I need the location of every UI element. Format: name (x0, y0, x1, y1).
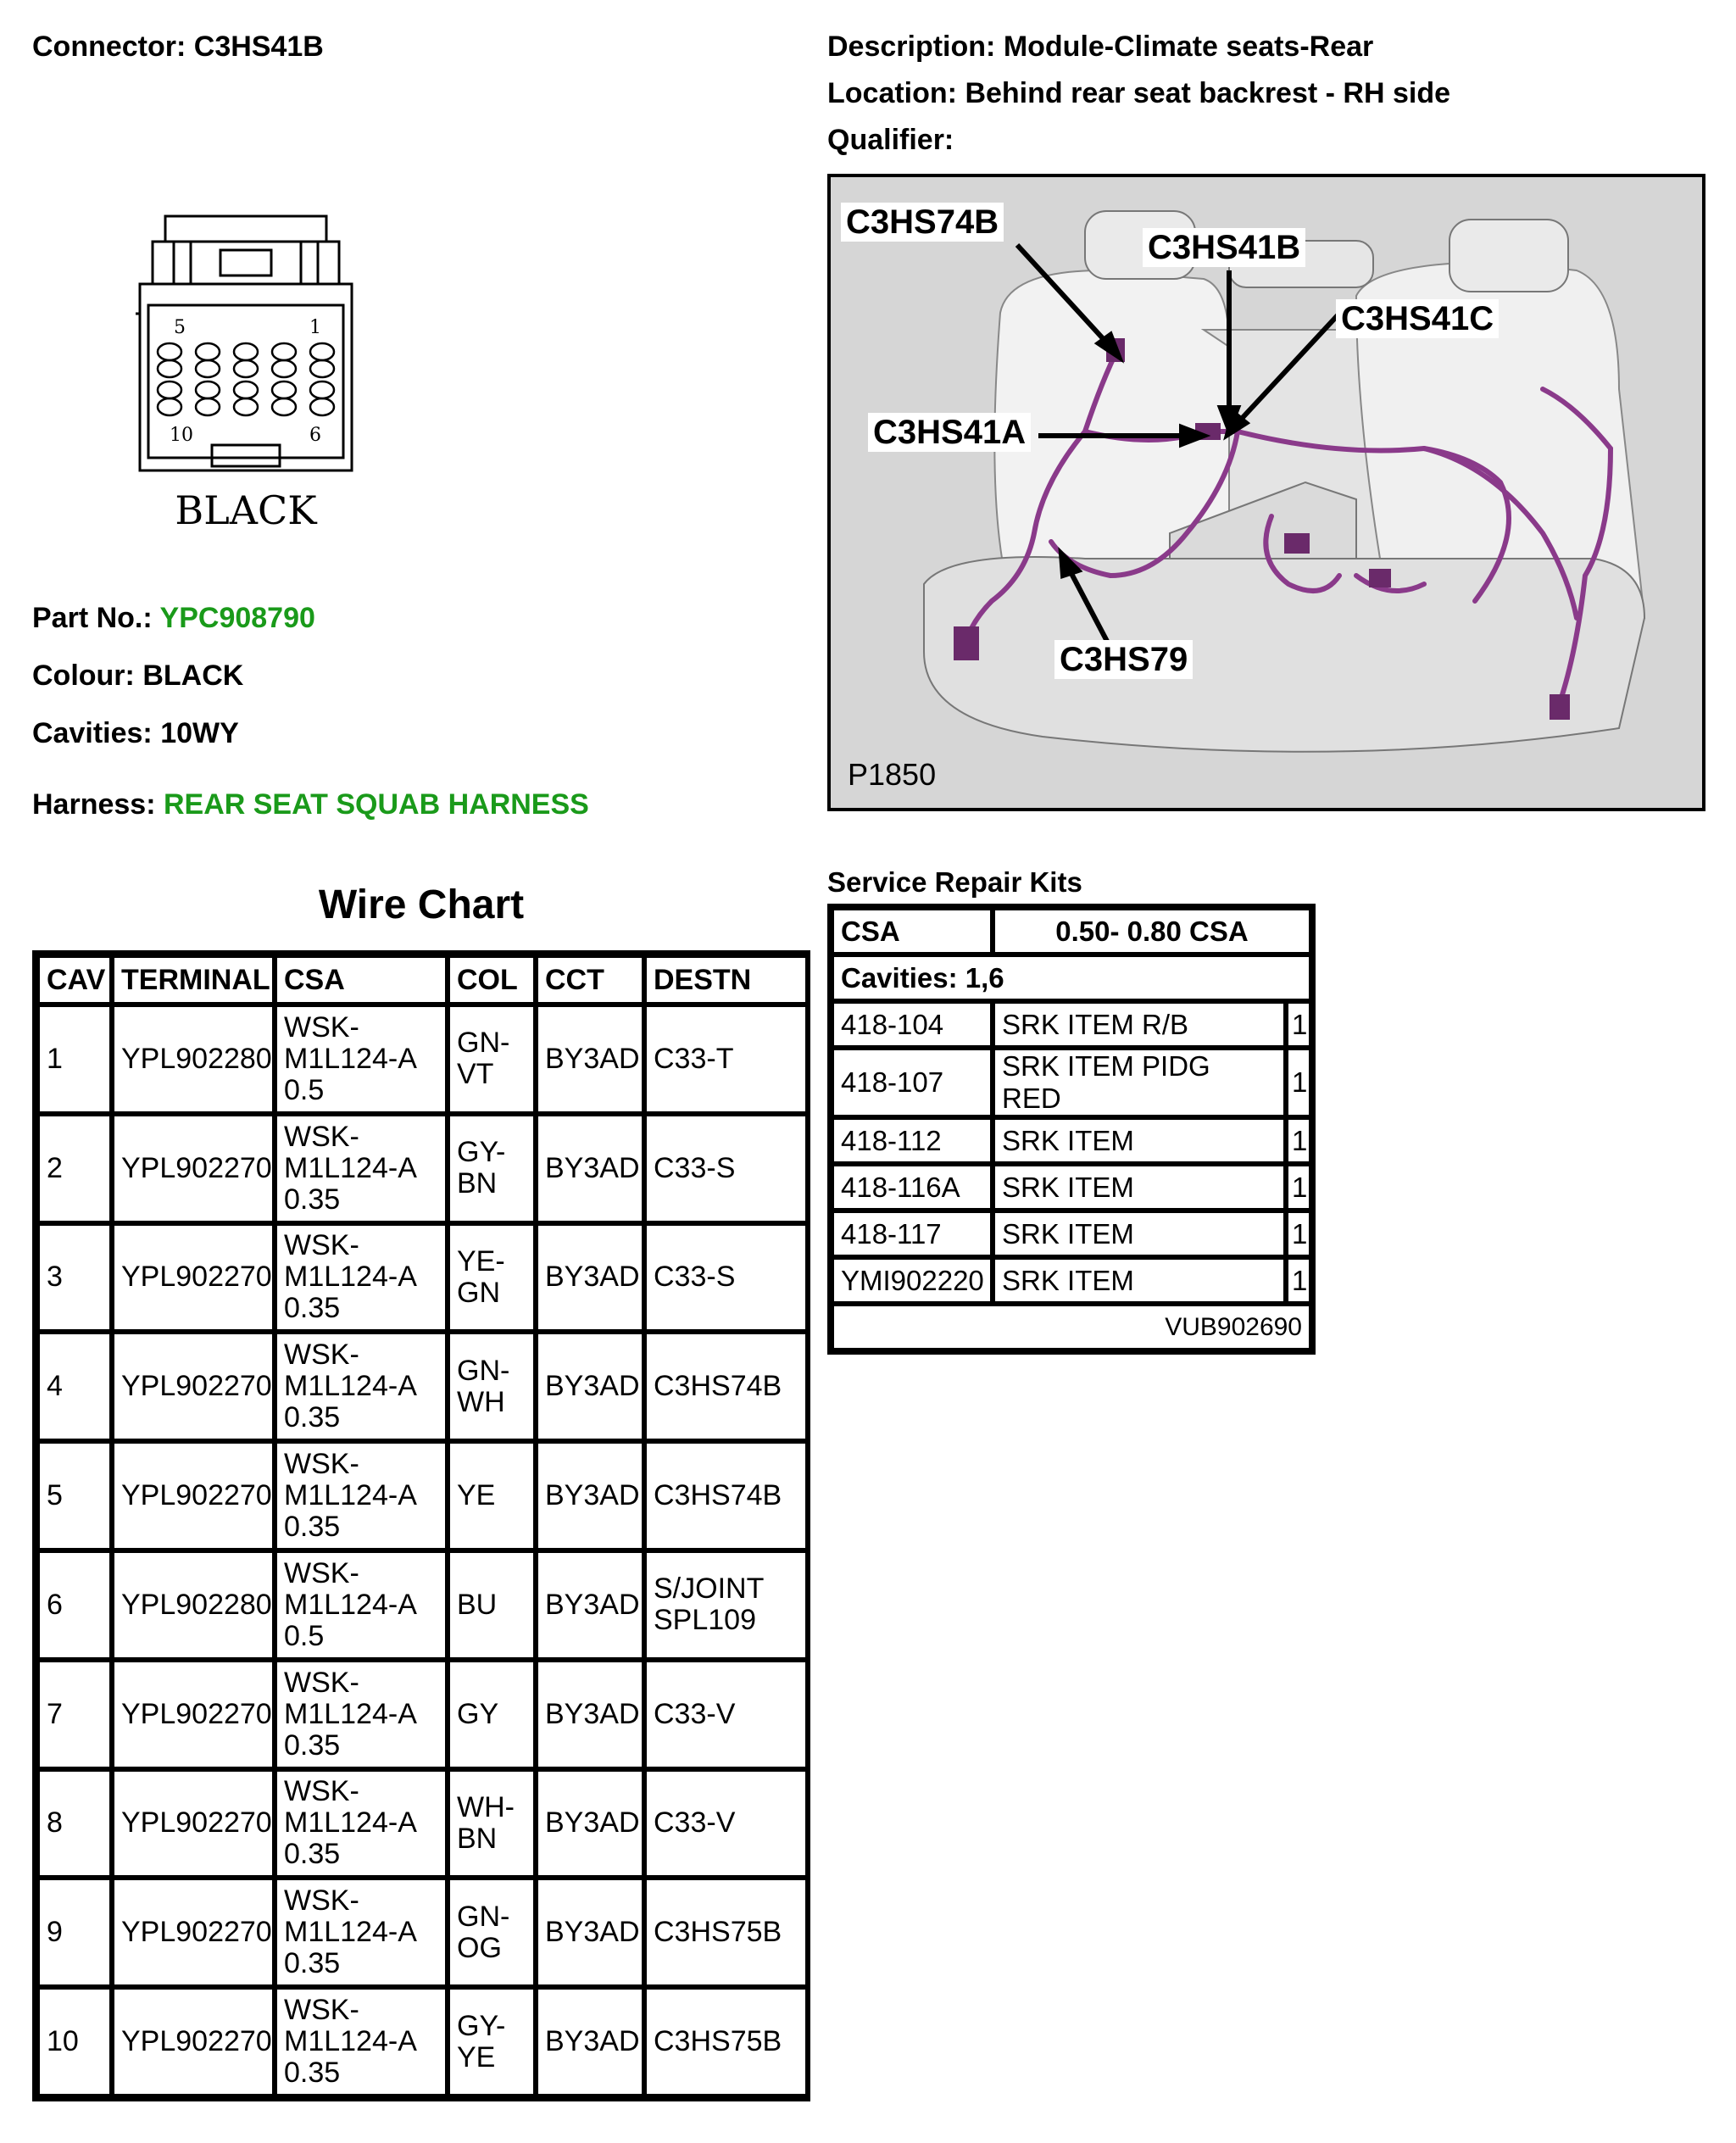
destn-cell-line: S/JOINT (654, 1572, 765, 1606)
cav-cell: 9 (37, 1878, 112, 1987)
colour-line (32, 660, 243, 693)
col-cell (448, 1660, 536, 1769)
csa-cell-line: M1L124-A (284, 1261, 417, 1294)
csa-cell-line: M1L124-A (284, 2025, 417, 2058)
kits-item-row (832, 1164, 1311, 1211)
description-line (827, 31, 1373, 64)
cav-cell: 2 (37, 1114, 112, 1223)
destn-cell (644, 1987, 810, 2096)
header-destn: DESTN (644, 955, 810, 1005)
kits-item-row (832, 1211, 1311, 1257)
kit-qty-cell: 1 (1286, 1164, 1311, 1211)
destn-cell (644, 1550, 810, 1660)
part-no-line (32, 602, 315, 635)
csa-cell-line: 0.35 (284, 1292, 341, 1325)
destn-cell-line: C3HS75B (654, 1916, 782, 1949)
csa-cell-line: 0.35 (284, 1401, 341, 1434)
wire-chart-title: Wire Chart (318, 882, 525, 927)
col-cell-line: GN (457, 1276, 500, 1309)
callout-c3hs74b: C3HS74B (841, 203, 1004, 242)
csa-cell (275, 1332, 448, 1441)
csa-cell-line: M1L124-A (284, 1588, 417, 1621)
cav-cell: 1 (37, 1005, 112, 1114)
csa-cell-line: 0.5 (284, 1619, 325, 1652)
terminal-cell: YPL902270 (112, 1441, 275, 1550)
csa-cell-line: 0.35 (284, 1947, 341, 1980)
connector-face-icon (136, 212, 356, 492)
colour-value: BLACK (142, 660, 244, 692)
repair-kits-title: Service Repair Kits (827, 866, 1082, 898)
kit-qty-cell: 1 (1286, 1211, 1311, 1257)
connector-value: C3HS41B (193, 31, 324, 63)
destn-cell-line: C33-V (654, 1697, 736, 1730)
harness-link[interactable]: REAR SEAT SQUAB HARNESS (163, 788, 589, 821)
csa-cell-line: M1L124-A (284, 1697, 417, 1730)
harness-line (32, 788, 589, 821)
destn-cell (644, 1332, 810, 1441)
destn-cell-line: C3HS74B (654, 1370, 782, 1403)
col-cell-line: VT (457, 1058, 494, 1091)
cav-cell: 10 (37, 1987, 112, 2096)
callout-c3hs41c: C3HS41C (1336, 299, 1499, 338)
col-cell-line: BN (457, 1167, 498, 1200)
csa-cell-line: WSK- (284, 1994, 359, 2027)
wire-chart-header-row (37, 955, 810, 1005)
header-csa: CSA (275, 955, 448, 1005)
location-image (827, 174, 1705, 811)
cav-cell: 5 (37, 1441, 112, 1550)
pin-label-top-right: 1 (309, 317, 321, 338)
cavities-label: Cavities: (32, 717, 153, 749)
wire-row (37, 1223, 810, 1333)
csa-cell-line: WSK- (284, 1229, 359, 1262)
col-cell (448, 1114, 536, 1223)
cav-cell: 6 (37, 1550, 112, 1660)
destn-cell (644, 1660, 810, 1769)
kit-qty-cell: 1 (1286, 1048, 1311, 1117)
csa-cell-line: M1L124-A (284, 1916, 417, 1949)
header-cct: CCT (536, 955, 644, 1005)
cct-cell: BY3AD (536, 1769, 644, 1879)
destn-cell (644, 1441, 810, 1550)
col-cell (448, 1878, 536, 1987)
destn-cell-line: SPL109 (654, 1604, 756, 1637)
part-no-link[interactable]: YPC908790 (159, 602, 315, 634)
terminal-cell: YPL902270 (112, 1878, 275, 1987)
kits-item-row (832, 1048, 1311, 1117)
col-cell (448, 1987, 536, 2096)
repair-kits-table (827, 904, 1316, 1355)
col-cell-line: GY (457, 1697, 499, 1730)
destn-cell-line: C33-V (654, 1806, 736, 1840)
col-cell-line: GY- (457, 1136, 506, 1169)
kit-desc-cell: SRK ITEM (993, 1257, 1286, 1304)
kits-csa-value: 0.50- 0.80 CSA (993, 908, 1311, 955)
col-cell-line: YE- (457, 1244, 505, 1277)
cavities-value: 10WY (160, 717, 239, 749)
col-cell (448, 1223, 536, 1333)
qualifier-label: Qualifier: (827, 124, 954, 156)
csa-cell-line: M1L124-A (284, 1370, 417, 1403)
description-label: Description: (827, 31, 996, 63)
csa-cell-line: 0.35 (284, 1511, 341, 1544)
col-cell (448, 1332, 536, 1441)
csa-cell-line: M1L124-A (284, 1806, 417, 1840)
kit-qty-cell: 1 (1286, 1117, 1311, 1164)
callout-c3hs41b: C3HS41B (1143, 228, 1305, 267)
col-cell-line: YE (457, 1479, 496, 1512)
col-cell-line: WH- (457, 1790, 515, 1823)
col-cell-line: BU (457, 1588, 498, 1621)
destn-cell (644, 1769, 810, 1879)
destn-cell (644, 1223, 810, 1333)
destn-cell-line: C33-S (654, 1151, 736, 1184)
cav-cell: 7 (37, 1660, 112, 1769)
wire-row (37, 1987, 810, 2096)
kit-desc-cell: SRK ITEM (993, 1164, 1286, 1211)
wire-row (37, 1769, 810, 1879)
wire-row (37, 1660, 810, 1769)
col-cell-line: GY- (457, 2009, 506, 2042)
csa-cell-line: WSK- (284, 1120, 359, 1153)
header-terminal: TERMINAL (112, 955, 275, 1005)
wire-row (37, 1878, 810, 1987)
csa-cell-line: M1L124-A (284, 1479, 417, 1512)
kit-desc-cell: SRK ITEM (993, 1211, 1286, 1257)
rear-seat-illustration (831, 177, 1702, 808)
qualifier-line (827, 124, 954, 157)
cct-cell: BY3AD (536, 1223, 644, 1333)
col-cell-line: GN- (457, 1027, 510, 1060)
destn-cell-line: C33-T (654, 1042, 734, 1075)
col-cell-line: OG (457, 1931, 502, 1964)
part-no-label: Part No.: (32, 602, 153, 634)
csa-cell (275, 1441, 448, 1550)
col-cell (448, 1769, 536, 1879)
csa-cell-line: 0.35 (284, 2057, 341, 2090)
csa-cell (275, 1878, 448, 1987)
csa-cell (275, 1660, 448, 1769)
csa-cell-line: M1L124-A (284, 1151, 417, 1184)
csa-cell-line: WSK- (284, 1884, 359, 1918)
kit-qty-cell: 1 (1286, 1001, 1311, 1048)
pin-label-bottom-right: 6 (309, 425, 321, 446)
terminal-cell: YPL902280 (112, 1005, 275, 1114)
csa-cell (275, 1223, 448, 1333)
location-label: Location: (827, 77, 957, 109)
csa-cell-line: WSK- (284, 1010, 359, 1044)
col-cell-line: BN (457, 1822, 498, 1855)
csa-cell-line: WSK- (284, 1666, 359, 1699)
colour-label: Colour: (32, 660, 135, 692)
location-line (827, 77, 1450, 110)
csa-cell-line: 0.5 (284, 1073, 325, 1106)
header-col: COL (448, 955, 536, 1005)
callout-c3hs41a: C3HS41A (868, 413, 1031, 452)
kits-cavities-row (832, 955, 1311, 1001)
csa-cell (275, 1987, 448, 2096)
destn-cell (644, 1005, 810, 1114)
cav-cell: 4 (37, 1332, 112, 1441)
terminal-cell: YPL902270 (112, 1223, 275, 1333)
csa-cell (275, 1005, 448, 1114)
col-cell (448, 1005, 536, 1114)
kit-qty-cell: 1 (1286, 1257, 1311, 1304)
cct-cell: BY3AD (536, 1878, 644, 1987)
kits-csa-row (832, 908, 1311, 955)
cav-cell: 3 (37, 1223, 112, 1333)
kit-part-cell: 418-112 (832, 1117, 993, 1164)
pin-label-bottom-left: 10 (170, 425, 193, 446)
cct-cell: BY3AD (536, 1987, 644, 2096)
harness-label: Harness: (32, 788, 156, 821)
connector-diagram (136, 212, 356, 543)
destn-cell-line: C3HS74B (654, 1479, 782, 1512)
csa-cell-line: WSK- (284, 1448, 359, 1481)
kit-desc-cell: SRK ITEM R/B (993, 1001, 1286, 1048)
destn-cell-line: C3HS75B (654, 2025, 782, 2058)
csa-cell-line: 0.35 (284, 1183, 341, 1216)
cct-cell: BY3AD (536, 1114, 644, 1223)
kit-part-cell: 418-107 (832, 1048, 993, 1117)
csa-cell (275, 1769, 448, 1879)
location-value: Behind rear seat backrest - RH side (965, 77, 1450, 109)
kits-cavities: Cavities: 1,6 (832, 955, 1311, 1001)
csa-cell-line: WSK- (284, 1556, 359, 1589)
csa-cell (275, 1114, 448, 1223)
connector-label: Connector: (32, 31, 186, 63)
cavities-line (32, 717, 239, 750)
wire-row (37, 1441, 810, 1550)
csa-cell (275, 1550, 448, 1660)
kit-desc-cell: SRK ITEM (993, 1117, 1286, 1164)
kits-item-row (832, 1001, 1311, 1048)
destn-cell-line: C33-S (654, 1261, 736, 1294)
callout-c3hs79: C3HS79 (1054, 640, 1193, 679)
col-cell-line: GN- (457, 1900, 510, 1933)
wire-row (37, 1005, 810, 1114)
csa-cell-line: 0.35 (284, 1838, 341, 1871)
wire-chart-table (32, 950, 810, 2101)
kits-footer-row (832, 1304, 1311, 1350)
col-cell-line: GN- (457, 1354, 510, 1387)
kits-footer: VUB902690 (832, 1304, 1311, 1350)
connector-line (32, 31, 324, 64)
csa-cell-line: WSK- (284, 1775, 359, 1808)
terminal-cell: YPL902270 (112, 1987, 275, 2096)
col-cell (448, 1441, 536, 1550)
cav-cell: 8 (37, 1769, 112, 1879)
cct-cell: BY3AD (536, 1332, 644, 1441)
destn-cell (644, 1114, 810, 1223)
kit-part-cell: 418-116A (832, 1164, 993, 1211)
destn-cell (644, 1878, 810, 1987)
kits-csa-label: CSA (832, 908, 993, 955)
kits-item-row (832, 1117, 1311, 1164)
cct-cell: BY3AD (536, 1005, 644, 1114)
kit-part-cell: 418-104 (832, 1001, 993, 1048)
kit-desc-cell: SRK ITEM PIDG RED (993, 1048, 1286, 1117)
kits-item-row (832, 1257, 1311, 1304)
csa-cell-line: 0.35 (284, 1728, 341, 1762)
csa-cell-line: WSK- (284, 1339, 359, 1372)
terminal-cell: YPL902270 (112, 1769, 275, 1879)
connector-colour-text: BLACK (175, 487, 317, 533)
terminal-cell: YPL902270 (112, 1332, 275, 1441)
pin-label-top-left: 5 (174, 317, 186, 338)
cct-cell: BY3AD (536, 1660, 644, 1769)
terminal-cell: YPL902280 (112, 1550, 275, 1660)
wire-row (37, 1550, 810, 1660)
col-cell-line: YE (457, 2040, 496, 2073)
wire-row (37, 1114, 810, 1223)
cct-cell: BY3AD (536, 1550, 644, 1660)
kit-part-cell: YMI902220 (832, 1257, 993, 1304)
description-value: Module-Climate seats-Rear (1003, 31, 1374, 63)
kit-part-cell: 418-117 (832, 1211, 993, 1257)
csa-cell-line: M1L124-A (284, 1042, 417, 1075)
col-cell (448, 1550, 536, 1660)
terminal-cell: YPL902270 (112, 1660, 275, 1769)
header-cav: CAV (37, 955, 112, 1005)
image-ref: P1850 (848, 757, 937, 792)
col-cell-line: WH (457, 1385, 505, 1418)
wire-row (37, 1332, 810, 1441)
cct-cell: BY3AD (536, 1441, 644, 1550)
terminal-cell: YPL902270 (112, 1114, 275, 1223)
